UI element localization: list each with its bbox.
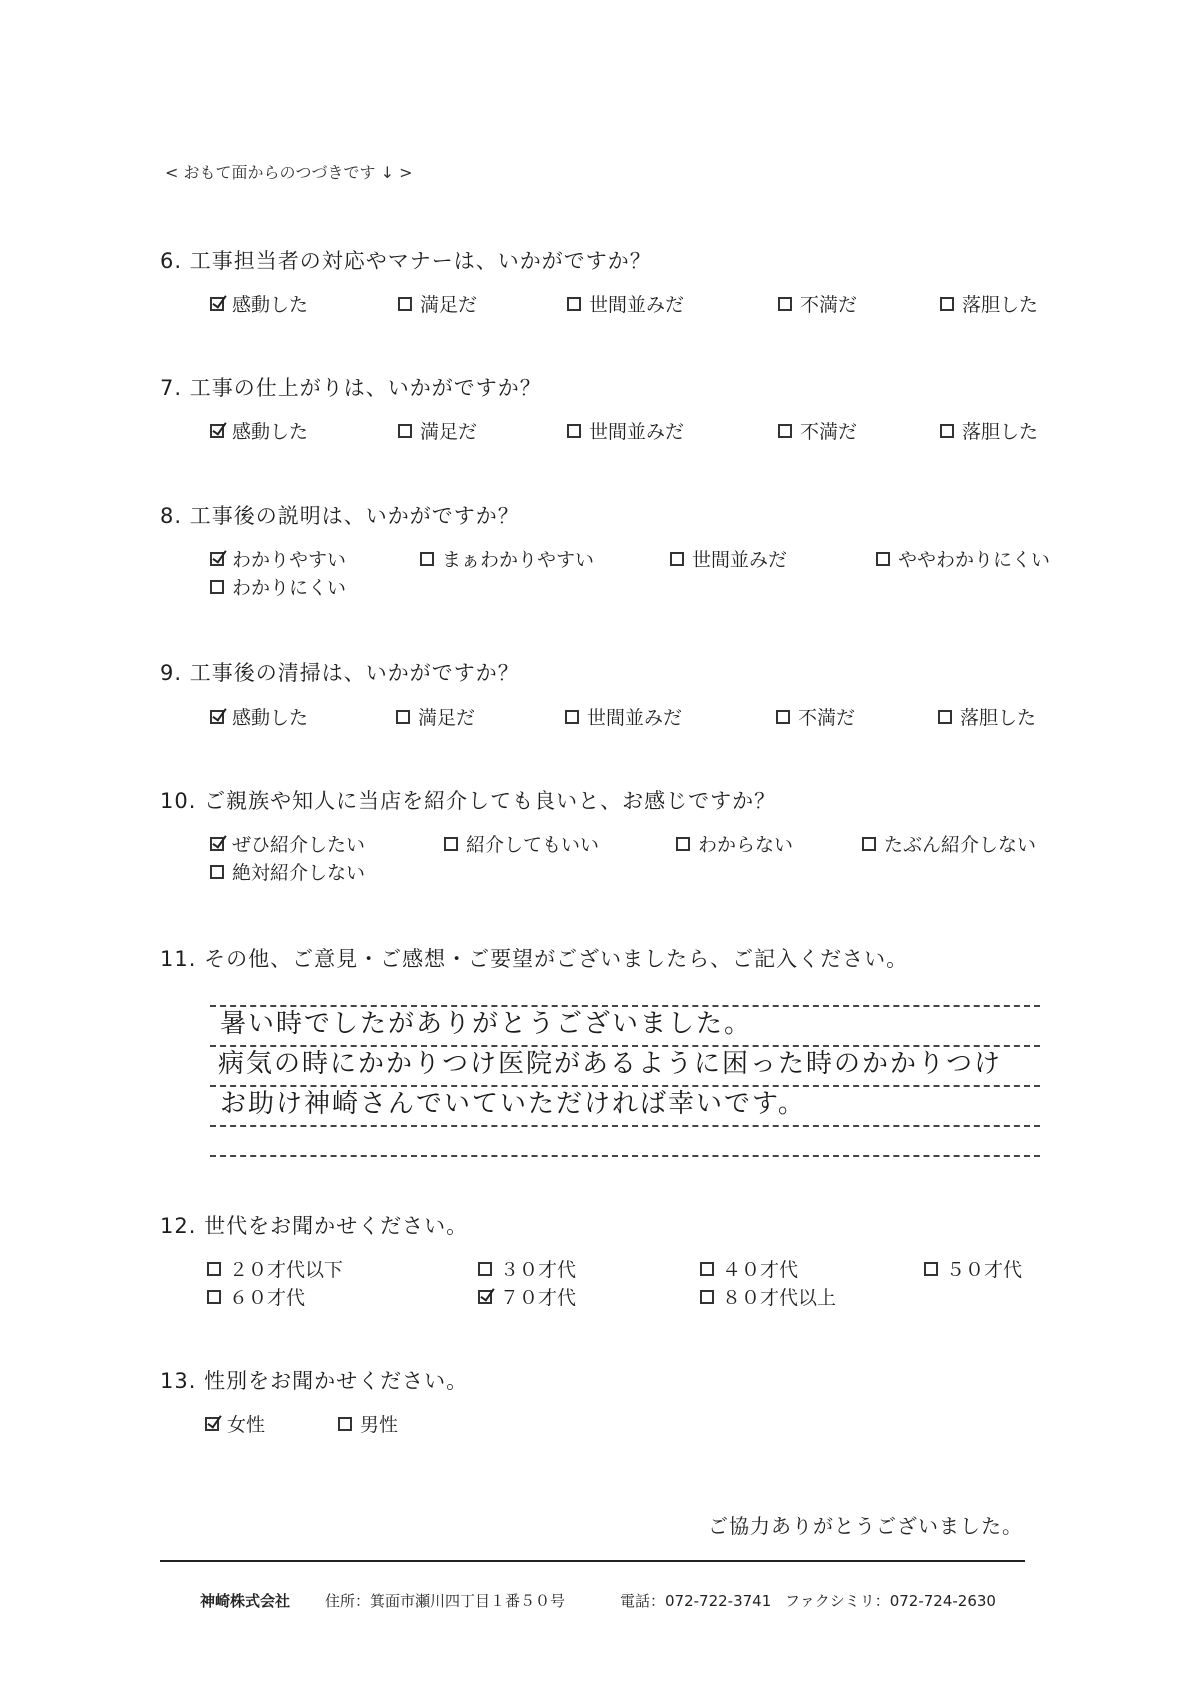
q6-option-3[interactable]: 世間並みだ (567, 290, 684, 317)
q6-option-5[interactable]: 落胆した (940, 290, 1038, 317)
q7-option-2[interactable]: 満足だ (398, 417, 477, 444)
q6-title: 6. 工事担当者の対応やマナーは、いかがですか？ (160, 249, 652, 273)
checkbox[interactable] (700, 1290, 714, 1304)
checkbox-checked[interactable] (478, 1290, 492, 1304)
handwritten-answer-line-2: 病気の時にかかりつけ医院があるように困った時のかかりつけ (218, 1049, 1003, 1079)
intro-note: < おもて面からのつづきです ↓ > (165, 163, 413, 182)
q13-option-1[interactable]: 女性 (205, 1410, 265, 1437)
q8-option-5[interactable]: わかりにくい (210, 573, 346, 600)
q9-option-4[interactable]: 不満だ (776, 703, 855, 730)
q10-title: 10. ご親族や知人に当店を紹介しても良いと、お感じですか？ (160, 789, 777, 813)
q9-option-2[interactable]: 満足だ (396, 703, 475, 730)
checkbox[interactable] (210, 580, 224, 594)
checkbox[interactable] (940, 424, 954, 438)
answer-line (210, 1155, 1040, 1157)
checkbox[interactable] (700, 1262, 714, 1276)
checkbox[interactable] (567, 424, 581, 438)
checkbox[interactable] (778, 424, 792, 438)
checkbox[interactable] (670, 552, 684, 566)
q12-option-7[interactable]: ８０才代以上 (700, 1283, 836, 1310)
footer-divider (160, 1560, 1025, 1562)
checkbox[interactable] (565, 710, 579, 724)
q10-option-5[interactable]: 絶対紹介しない (210, 858, 365, 885)
checkbox-checked[interactable] (210, 297, 224, 311)
q12-option-5[interactable]: ６０才代 (207, 1283, 305, 1310)
checkbox[interactable] (778, 297, 792, 311)
checkbox[interactable] (940, 297, 954, 311)
q8-option-4[interactable]: ややわかりにくい (876, 545, 1050, 572)
q9-option-3[interactable]: 世間並みだ (565, 703, 682, 730)
checkbox-checked[interactable] (210, 837, 224, 851)
q7-option-1[interactable]: 感動した (210, 417, 308, 444)
checkbox[interactable] (567, 297, 581, 311)
q12-option-4[interactable]: ５０才代 (924, 1255, 1022, 1282)
q12-option-2[interactable]: ３０才代 (478, 1255, 576, 1282)
q8-option-3[interactable]: 世間並みだ (670, 545, 787, 572)
checkbox[interactable] (338, 1417, 352, 1431)
footer-company: 神崎株式会社 (200, 1592, 291, 1610)
footer-fax: ファクシミリ：072-724-2630 (785, 1592, 996, 1610)
checkbox[interactable] (676, 837, 690, 851)
checkbox[interactable] (876, 552, 890, 566)
q8-option-2[interactable]: まぁわかりやすい (420, 545, 594, 572)
checkbox[interactable] (862, 837, 876, 851)
q12-option-6[interactable]: ７０才代 (478, 1283, 576, 1310)
checkbox-checked[interactable] (210, 710, 224, 724)
checkbox-checked[interactable] (205, 1417, 219, 1431)
q7-option-3[interactable]: 世間並みだ (567, 417, 684, 444)
q7-option-5[interactable]: 落胆した (940, 417, 1038, 444)
q12-option-3[interactable]: ４０才代 (700, 1255, 798, 1282)
q8-title: 8. 工事後の説明は、いかがですか？ (160, 504, 520, 528)
q9-option-1[interactable]: 感動した (210, 703, 308, 730)
q13-title: 13. 性別をお聞かせください。 (160, 1369, 469, 1393)
checkbox[interactable] (207, 1290, 221, 1304)
footer-phone: 電話：072-722-3741 (620, 1592, 772, 1610)
footer-address: 住所：箕面市瀬川四丁目１番５０号 (325, 1592, 566, 1610)
q7-option-4[interactable]: 不満だ (778, 417, 857, 444)
q10-option-1[interactable]: ぜひ紹介したい (210, 830, 365, 857)
checkbox[interactable] (396, 710, 410, 724)
handwritten-answer-line-3: お助け神崎さんでいていただければ幸いです。 (220, 1089, 806, 1119)
checkbox[interactable] (924, 1262, 938, 1276)
q12-title: 12. 世代をお聞かせください。 (160, 1214, 469, 1238)
q11-title: 11. その他、ご意見・ご感想・ご要望がございましたら、ご記入ください。 (160, 947, 909, 971)
checkbox[interactable] (398, 297, 412, 311)
checkbox[interactable] (478, 1262, 492, 1276)
q8-option-1[interactable]: わかりやすい (210, 545, 346, 572)
q9-title: 9. 工事後の清掃は、いかがですか？ (160, 661, 520, 685)
q10-option-2[interactable]: 紹介してもいい (444, 830, 599, 857)
handwritten-answer-line-1: 暑い時でしたがありがとうございました。 (220, 1009, 753, 1039)
q10-option-3[interactable]: わからない (676, 830, 793, 857)
thanks-message: ご協力ありがとうございました。 (708, 1514, 1023, 1538)
checkbox[interactable] (420, 552, 434, 566)
checkbox[interactable] (776, 710, 790, 724)
checkbox[interactable] (398, 424, 412, 438)
q10-option-4[interactable]: たぶん紹介しない (862, 830, 1036, 857)
q9-option-5[interactable]: 落胆した (938, 703, 1036, 730)
q6-option-2[interactable]: 満足だ (398, 290, 477, 317)
answer-line (210, 1125, 1040, 1127)
checkbox-checked[interactable] (210, 424, 224, 438)
checkbox-checked[interactable] (210, 552, 224, 566)
q12-option-1[interactable]: ２０才代以下 (207, 1255, 343, 1282)
checkbox[interactable] (207, 1262, 221, 1276)
checkbox[interactable] (210, 865, 224, 879)
q7-title: 7. 工事の仕上がりは、いかがですか？ (160, 376, 542, 400)
checkbox[interactable] (444, 837, 458, 851)
q6-option-1[interactable]: 感動した (210, 290, 308, 317)
q6-option-4[interactable]: 不満だ (778, 290, 857, 317)
q13-option-2[interactable]: 男性 (338, 1410, 398, 1437)
checkbox[interactable] (938, 710, 952, 724)
